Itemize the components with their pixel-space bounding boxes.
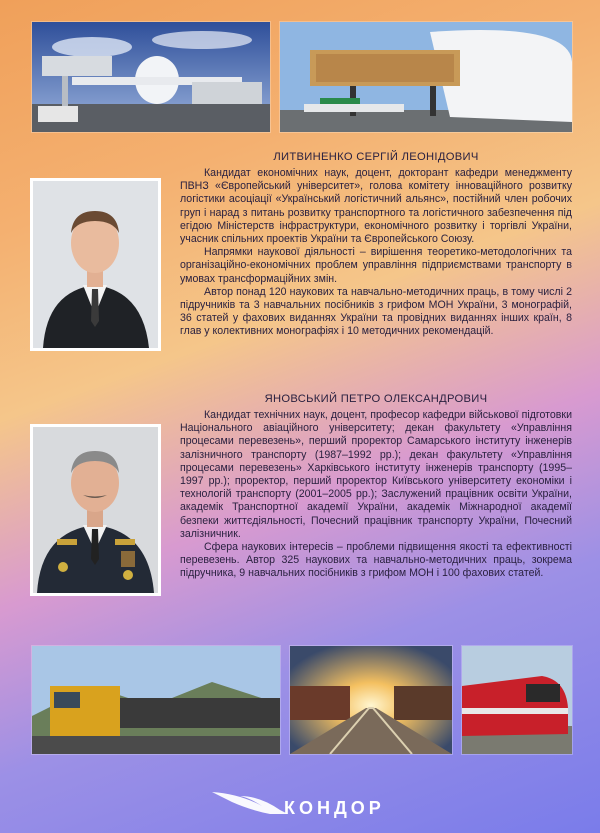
railway-sunset-photo: [290, 646, 452, 754]
red-electric-train-photo: [462, 646, 572, 754]
bird-wing-icon: [210, 784, 290, 820]
author-name: ЯНОВСЬКИЙ ПЕТРО ОЛЕКСАНДРОВИЧ: [264, 393, 488, 405]
author-bio: [180, 167, 572, 339]
freight-locomotive-photo: [32, 646, 280, 754]
cargo-airplane-photo: [32, 22, 270, 132]
bio-paragraph: Сфера наукових інтересів – проблеми підвищення якості та ефективності перевезень. Автор 325 наукових та навчально-методичних праць, зокрема підручника, 9 навчальних посібників з грифом МОН і 100 фахових статей.: [180, 541, 572, 580]
bio-paragraph: Напрямки наукової діяльності – вирішення теоретико-методологічних та організаційно-економічних проблем управління підприємствами транспорту в умовах трансформаційних змін.: [180, 246, 572, 285]
author-portrait-yanovskyi: [30, 424, 161, 596]
bio-paragraph: Автор понад 120 наукових та навчально-методичних праць, в тому числі 2 підручників та 3 навчальних посібників з грифом МОН України, 3 монографій, 36 статей у фахових виданнях України та провідних виданнях інших країн, 8 глав у колективних монографіях і 10 методичних рекомендацій.: [180, 285, 572, 338]
bio-paragraph: Кандидат економічних наук, доцент, докторант кафедри менеджменту ПВНЗ «Європейський університет», голова комітету інноваційного розвитку логістики асоціації «Український логістичний альянс», постійний член робочих груп і нарад з питань розвитку транспортного та логістичного забезпечення під егідою Міністерств інфраструктури, економічного розвитку і торгівлі України, учасник спільних проектів України та Європейського Союзу.: [180, 167, 572, 246]
publisher-logo-text: КОНДОР: [284, 798, 385, 818]
author-portrait-litvinenko: [30, 178, 161, 351]
author-name: ЛИТВИНЕНКО СЕРГІЙ ЛЕОНІДОВИЧ: [273, 151, 479, 163]
author-bio: [180, 409, 572, 581]
air-cargo-loading-photo: [280, 22, 572, 132]
bio-paragraph: Кандидат технічних наук, доцент, професор кафедри військової підготовки Національного авіаційного університету; декан факультету «Управління процесами перевезень», перший проректор Самарського інституту інженерів залізничного транспорту (1987–1992 рр.); декан факультету «Управління процесами перевезень» Харківського інституту інженерів транспорту (1995–1997 рр.); проректор, перший проректор Київського університету економіки і технологій транспорту (2001–2005 рр.); Заслужений працівник освіти України, академік Транспортної академії України, академік Міжнародної академії безпеки життєдіяльності, Почесний працівник транспорту України, Почесний залізничник.: [180, 409, 572, 540]
